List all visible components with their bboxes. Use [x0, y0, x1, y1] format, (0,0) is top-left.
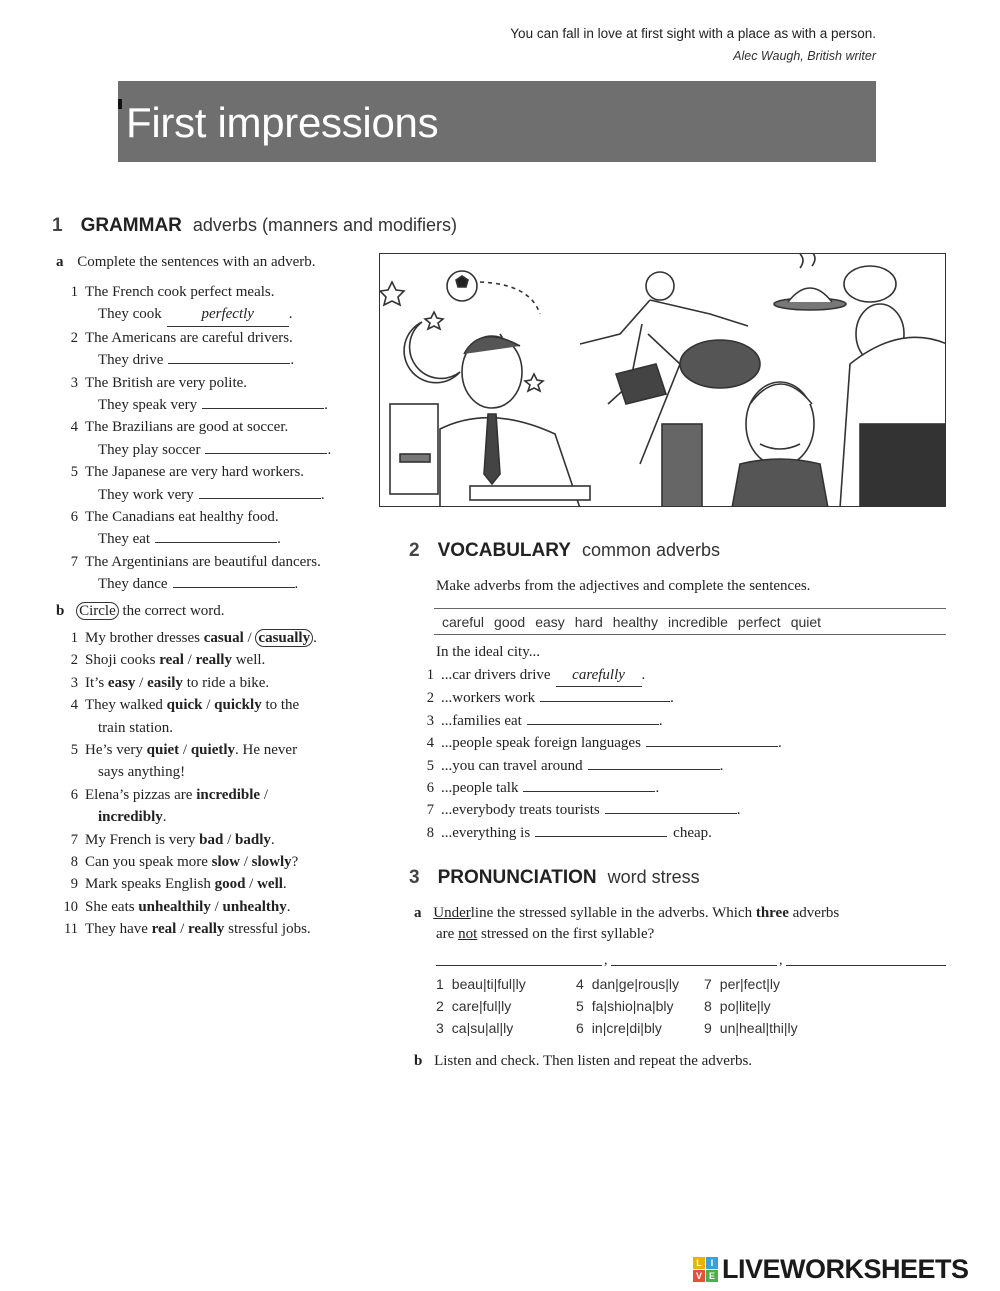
- item-post: .: [282, 876, 287, 893]
- vocab-item: [416, 687, 936, 709]
- choice-item: 10 She eats unhealthily / unhealthy.: [60, 896, 380, 918]
- item-number: 5: [426, 757, 434, 774]
- option-one[interactable]: incredible: [196, 786, 261, 803]
- item-pre: Can you speak more: [85, 854, 208, 871]
- item-end: .: [277, 531, 281, 548]
- item-text: ...everybody treats tourists: [441, 802, 600, 819]
- word-syllables: ca|su|al|ly: [451, 1020, 514, 1036]
- item-number: 4: [70, 697, 78, 714]
- item-end: .: [658, 712, 663, 729]
- option-one[interactable]: good: [214, 876, 246, 893]
- item-pre: They walked: [85, 697, 163, 714]
- answer-blank[interactable]: [646, 746, 778, 747]
- item-end: .: [655, 780, 660, 797]
- item-end: .: [327, 441, 332, 458]
- section3a-text-end: adverbs: [792, 905, 840, 921]
- word-syllables: fa|shio|na|bly: [591, 998, 674, 1014]
- item-number: 6: [426, 780, 434, 797]
- item-number: 4: [70, 419, 78, 436]
- item-number: 8: [70, 854, 78, 871]
- word-syllables: po|lite|ly: [719, 998, 771, 1014]
- item-end: .: [294, 576, 299, 593]
- logo-block: V: [693, 1270, 705, 1282]
- option-two[interactable]: slowly: [251, 854, 292, 871]
- choice-item: 5 He’s very quiet / quietly. He never: [60, 739, 380, 761]
- answer-blank[interactable]: [786, 951, 946, 966]
- choice-item: 4 They walked quick / quickly to the: [60, 694, 380, 716]
- item-text: ...workers work: [441, 690, 536, 707]
- item-answer-row: [60, 484, 380, 506]
- item-end: .: [641, 667, 646, 683]
- option-two[interactable]: quickly: [214, 697, 262, 714]
- liveworksheets-logo: [693, 1254, 969, 1285]
- section3-title: PRONUNCIATION: [437, 867, 597, 888]
- item-pre: Mark speaks English: [85, 876, 211, 893]
- item-number: 3: [426, 712, 434, 729]
- word-syllables: per|fect|ly: [719, 976, 780, 992]
- vocab-item: [416, 664, 936, 687]
- answer-blank[interactable]: [523, 791, 655, 792]
- answer-separator: ,: [779, 953, 783, 968]
- stress-word[interactable]: [704, 998, 771, 1014]
- item-sentence: The Japanese are very hard workers.: [85, 464, 305, 481]
- item-sentence: The Canadians eat healthy food.: [85, 509, 279, 526]
- item-sentence: The French cook perfect meals.: [85, 284, 275, 300]
- word-number: 1: [436, 976, 444, 992]
- item-answer-row: [60, 573, 380, 595]
- item-prompt: They speak very: [98, 397, 198, 414]
- word-number: 7: [704, 976, 712, 992]
- choice-item: 11 They have real / really stressful jobs.: [60, 918, 380, 940]
- star-icon: [425, 312, 443, 329]
- answer-blank[interactable]: [540, 701, 670, 702]
- item-pre: It’s: [85, 674, 105, 691]
- word-number: 6: [576, 1020, 584, 1036]
- section3a-line1: [414, 902, 839, 924]
- word-syllables: dan|ge|rous|ly: [591, 976, 679, 992]
- answer-blank[interactable]: [436, 951, 602, 966]
- word-box-item: good: [494, 613, 526, 630]
- section3a-letter: a: [414, 905, 422, 921]
- star-icon: [525, 374, 543, 391]
- item-pre: He’s very: [85, 742, 143, 759]
- item-number: 9: [70, 876, 78, 893]
- computer-monitor: [390, 404, 438, 494]
- item-post: .: [270, 831, 275, 848]
- item-sentence: The Americans are careful drivers.: [85, 329, 293, 346]
- item-number: 2: [70, 329, 78, 346]
- section1b-instruction-row: [56, 600, 225, 622]
- section2-number: 2: [409, 540, 420, 561]
- item-pre: My French is very: [85, 831, 196, 848]
- exercise-item: [60, 327, 380, 349]
- section1-heading: [52, 215, 457, 237]
- option-two[interactable]: well: [257, 876, 283, 893]
- answer-blank[interactable]: [199, 498, 321, 499]
- item-answer-row: [60, 303, 380, 326]
- item-number: 8: [426, 824, 434, 841]
- item-answer-row: [60, 349, 380, 371]
- star-icon: [380, 282, 404, 305]
- item-post: . He never: [235, 742, 298, 759]
- logo-block: I: [706, 1257, 718, 1269]
- section3-subtitle: word stress: [607, 867, 700, 887]
- answer-blank[interactable]: [173, 587, 295, 588]
- choice-item: 9 Mark speaks English good / well.: [60, 873, 380, 895]
- word-box-item: easy: [535, 613, 565, 630]
- logo-block: L: [693, 1257, 705, 1269]
- item-continuation: says anything!: [98, 764, 186, 781]
- stress-word[interactable]: [576, 976, 679, 992]
- soccer-player: [646, 272, 674, 300]
- section1a-letter: a: [56, 254, 64, 270]
- option-two[interactable]: quietly: [190, 742, 236, 759]
- logo-block: E: [706, 1270, 718, 1282]
- answer-blank[interactable]: [205, 453, 327, 454]
- vocab-item: [416, 777, 936, 799]
- chef-hat: [844, 266, 896, 302]
- option-one[interactable]: real: [151, 921, 177, 938]
- item-pre: Elena’s pizzas are: [85, 786, 193, 803]
- item-prompt: They cook: [98, 306, 162, 323]
- word-box-item: quiet: [790, 613, 822, 630]
- exercise-item: [60, 461, 380, 483]
- item-pre: My brother dresses: [85, 630, 200, 646]
- option-one[interactable]: bad: [199, 831, 224, 848]
- option-two[interactable]: badly: [235, 831, 271, 848]
- section1b-items: [60, 627, 380, 941]
- section1-title: GRAMMAR: [80, 215, 182, 236]
- section2-heading: [409, 540, 720, 562]
- option-two[interactable]: casually: [255, 629, 313, 647]
- word-syllables: beau|ti|ful|ly: [451, 976, 526, 992]
- item-answer-row: [60, 394, 380, 416]
- item-number: 7: [70, 831, 78, 848]
- choice-item: 8 Can you speak more slow / slowly?: [60, 851, 380, 873]
- item-text: ...families eat: [441, 712, 522, 729]
- underline-word: Under: [433, 905, 471, 921]
- answer-separator: ,: [604, 953, 608, 968]
- word-number: 4: [576, 976, 584, 992]
- item-number: 2: [70, 652, 78, 669]
- option-two[interactable]: unhealthy: [222, 898, 287, 915]
- section3a-text: line the stressed syllable in the adverbs. Which: [470, 905, 753, 921]
- item-end: .: [324, 397, 328, 414]
- section1a-instruction-row: [56, 251, 316, 273]
- section3b-letter: b: [414, 1053, 423, 1069]
- item-number: 2: [426, 690, 434, 707]
- not-word: not: [458, 926, 478, 942]
- item-text: ...everything is: [441, 824, 531, 841]
- item-end: .: [288, 306, 293, 323]
- section1a-items: [60, 281, 380, 596]
- section3a-line2-pre: are: [436, 926, 455, 942]
- word-number: 5: [576, 998, 584, 1014]
- item-end: .: [320, 486, 325, 503]
- bowler-hat: [680, 340, 760, 388]
- answer-blank[interactable]: carefully: [556, 664, 642, 687]
- word-number: 8: [704, 998, 712, 1014]
- item-prompt: They drive: [98, 352, 164, 369]
- stress-word[interactable]: [576, 1020, 662, 1036]
- vocab-item: [416, 822, 936, 844]
- item-prompt: They dance: [98, 576, 168, 593]
- section1b-instruction: the correct word.: [122, 603, 225, 619]
- item-sentence: The Argentinians are beautiful dancers.: [85, 553, 321, 570]
- word-box-item: hard: [574, 613, 603, 630]
- answer-blank[interactable]: [527, 724, 659, 725]
- item-pre: Shoji cooks: [85, 652, 156, 669]
- item-answer-row: [60, 439, 380, 461]
- section1-number: 1: [52, 215, 63, 236]
- illustration-drawing: [380, 254, 946, 507]
- section3b-row: [414, 1050, 752, 1072]
- word-box-item: perfect: [737, 613, 781, 630]
- stress-word[interactable]: [704, 976, 780, 992]
- word-box-item: incredible: [667, 613, 728, 630]
- illustration: [379, 253, 946, 507]
- word-syllables: un|heal|thi|ly: [719, 1020, 798, 1036]
- vocab-item: [416, 799, 936, 821]
- answer-blank[interactable]: [588, 769, 720, 770]
- item-number: 7: [426, 802, 434, 819]
- vocab-item: [416, 710, 936, 732]
- section2-intro: In the ideal city...: [436, 644, 540, 660]
- section1a-instruction: Complete the sentences with an adverb.: [77, 254, 316, 270]
- word-syllables: in|cre|di|bly: [591, 1020, 662, 1036]
- item-post: to ride a bike.: [186, 674, 270, 691]
- item-number: 5: [70, 464, 78, 481]
- exercise-item: [60, 506, 380, 528]
- vocab-item: [416, 755, 936, 777]
- section2-subtitle: common adverbs: [581, 540, 720, 560]
- choice-item: 2 Shoji cooks real / really well.: [60, 649, 380, 671]
- item-end: .: [162, 809, 167, 826]
- word-box: [434, 608, 946, 635]
- item-text: ...you can travel around: [441, 757, 583, 774]
- choice-item: 3 It’s easy / easily to ride a bike.: [60, 672, 380, 694]
- item-number: 7: [70, 553, 78, 570]
- item-post: .: [313, 630, 317, 646]
- option-one[interactable]: casual: [203, 630, 244, 646]
- item-end: .: [777, 735, 782, 752]
- option-one[interactable]: unhealthily: [138, 898, 211, 915]
- item-number: 3: [70, 674, 78, 691]
- stress-word[interactable]: [576, 998, 674, 1014]
- stress-word[interactable]: [704, 1020, 798, 1036]
- item-text: ...car drivers drive: [441, 667, 551, 683]
- item-continuation: [60, 806, 380, 828]
- section3b-instruction: Listen and check. Then listen and repeat the adverbs.: [434, 1053, 753, 1069]
- item-sentence: The Brazilians are good at soccer.: [85, 419, 289, 436]
- section1b-letter: b: [56, 603, 65, 619]
- three-word: three: [755, 905, 789, 921]
- item-sentence: The British are very polite.: [85, 374, 248, 391]
- item-end: .: [670, 690, 674, 707]
- choice-item: 7 My French is very bad / badly.: [60, 829, 380, 851]
- section2-items: [416, 664, 936, 844]
- exercise-item: [60, 281, 380, 303]
- answer-blank[interactable]: perfectly: [167, 303, 289, 326]
- word-number: 3: [436, 1020, 444, 1036]
- answer-lines: [436, 951, 946, 967]
- section3-number: 3: [409, 867, 420, 888]
- item-number: 1: [426, 667, 434, 683]
- item-number: 10: [63, 898, 78, 915]
- option-one[interactable]: easy: [107, 674, 136, 691]
- item-number: 5: [70, 742, 78, 759]
- item-answer-row: [60, 528, 380, 550]
- exercise-item: [60, 416, 380, 438]
- moon-icon: [404, 322, 460, 383]
- stress-word-grid: [436, 976, 946, 1046]
- item-post: .: [286, 898, 291, 915]
- item-number: 3: [70, 374, 78, 391]
- item-end: .: [736, 802, 741, 819]
- option-one[interactable]: real: [159, 652, 184, 669]
- item-text: ...people talk: [441, 780, 519, 797]
- stress-word[interactable]: [436, 998, 511, 1014]
- option-two[interactable]: really: [188, 921, 225, 938]
- item-number: 11: [64, 921, 78, 938]
- item-post: well.: [235, 652, 266, 669]
- choice-item: 1 My brother dresses casual / casually .: [60, 627, 380, 649]
- quote-author: Alec Waugh, British writer: [733, 49, 876, 63]
- exercise-item: [60, 551, 380, 573]
- item-prompt: They work very: [98, 486, 194, 503]
- option-two[interactable]: really: [195, 652, 232, 669]
- item-number: 1: [70, 284, 78, 300]
- item-number: 6: [70, 786, 78, 803]
- word-number: 9: [704, 1020, 712, 1036]
- answer-blank[interactable]: [155, 542, 277, 543]
- vocab-item: [416, 732, 936, 754]
- item-prompt: They play soccer: [98, 441, 201, 458]
- item-prompt: They eat: [98, 531, 151, 548]
- logo-text: LIVEWORKSHEETS: [722, 1254, 969, 1284]
- item-end: .: [290, 352, 295, 369]
- option-one[interactable]: quiet: [146, 742, 180, 759]
- item-continuation: train station.: [98, 719, 173, 736]
- section3a-line2-post: stressed on the first syllable?: [480, 926, 655, 942]
- answer-blank[interactable]: [605, 813, 737, 814]
- item-post: to the: [265, 697, 300, 714]
- word-number: 2: [436, 998, 444, 1014]
- circle-word: Circle: [76, 602, 119, 620]
- option-one[interactable]: slow: [211, 854, 240, 871]
- logo-blocks: [693, 1257, 718, 1282]
- word-box-item: healthy: [612, 613, 658, 630]
- option-two[interactable]: incredibly: [98, 809, 163, 826]
- option-two[interactable]: easily: [147, 674, 183, 691]
- option-one[interactable]: quick: [166, 697, 203, 714]
- item-number: 4: [426, 735, 434, 752]
- item-post: /: [263, 786, 269, 803]
- section2-title: VOCABULARY: [437, 540, 571, 561]
- item-pre: She eats: [85, 898, 135, 915]
- quote-text: You can fall in love at first sight with a place as with a person.: [510, 26, 876, 41]
- section1-subtitle: adverbs (manners and modifiers): [192, 215, 458, 235]
- item-number: 6: [70, 509, 78, 526]
- stress-word[interactable]: [436, 1020, 513, 1036]
- item-end: cheap.: [673, 824, 712, 841]
- answer-blank[interactable]: [202, 408, 324, 409]
- item-number: 1: [70, 630, 78, 646]
- item-end: .: [719, 757, 724, 774]
- answer-blank[interactable]: [535, 836, 667, 837]
- section2-instruction: Make adverbs from the adjectives and complete the sentences.: [436, 578, 811, 594]
- stress-word[interactable]: [436, 976, 526, 992]
- item-post: stressful jobs.: [228, 921, 311, 938]
- section3-heading: [409, 867, 700, 889]
- answer-blank[interactable]: [168, 363, 290, 364]
- word-syllables: care|ful|ly: [451, 998, 512, 1014]
- answer-blank[interactable]: [611, 951, 777, 966]
- section3a-line2: [436, 923, 654, 945]
- item-pre: They have: [85, 921, 148, 938]
- exercise-item: [60, 372, 380, 394]
- page-title: First impressions: [126, 99, 439, 146]
- choice-item: [60, 784, 380, 806]
- item-post: ?: [291, 854, 299, 871]
- word-box-item: careful: [442, 613, 485, 630]
- item-text: ...people speak foreign languages: [441, 735, 641, 752]
